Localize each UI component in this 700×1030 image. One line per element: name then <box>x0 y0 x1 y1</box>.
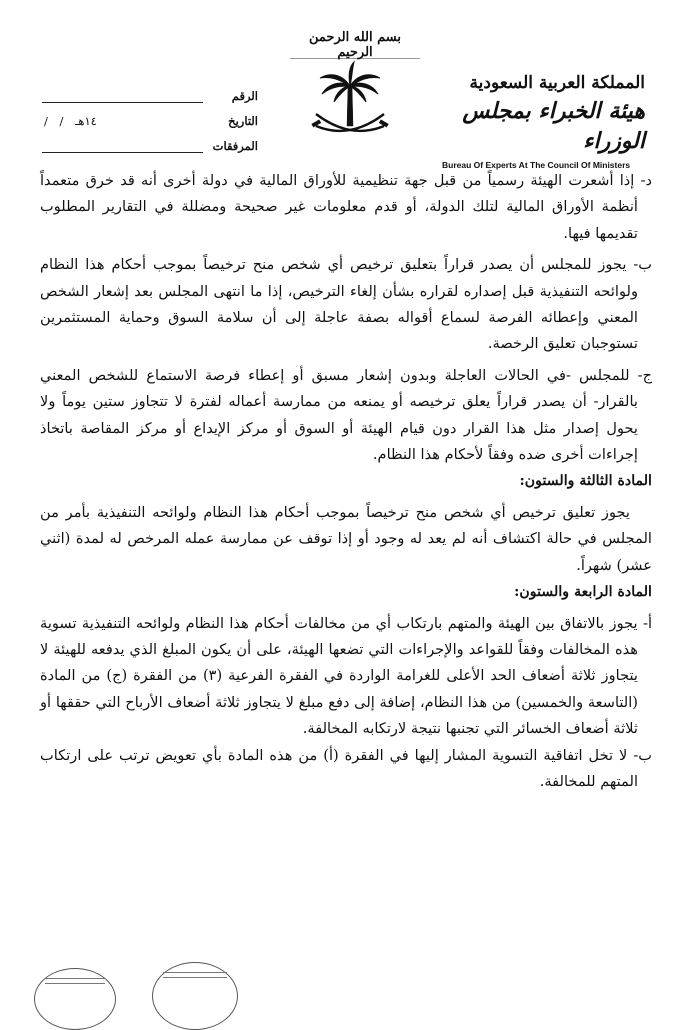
authority-name: هيئة الخبراء بمجلس الوزراء <box>462 98 645 154</box>
clause-b2 <box>40 743 652 796</box>
reference-number-line <box>42 89 203 103</box>
official-stamp-icon <box>34 968 116 1030</box>
document-body <box>40 168 652 795</box>
clause-b-label: ب- <box>633 256 652 274</box>
clause-c-label: ج- <box>637 366 652 384</box>
clause-b2-text: لا تخل اتفاقية التسوية المشار إليها في الفقرة (أ) من هذه المادة بأي تعويض ترتب على ارتكاب المتهم للمخالفة. <box>40 746 638 790</box>
organization-block <box>440 72 645 170</box>
clause-b2-label: ب- <box>633 746 652 764</box>
attachments-row <box>38 128 258 153</box>
reference-number-label: الرقم <box>231 89 258 103</box>
clause-d-text: إذا أشعرت الهيئة رسمياً من قبل جهة تنظيمية للأوراق المالية في دولة أخرى أنه قد خرق متعمداً أنظمة الأوراق المالية لتلك الدولة، أو قدم معلومات غير صحيحة ومضللة في التقارير المطلوب تقديمها فيها. <box>40 172 638 242</box>
basmala: بسم الله الرحمن الرحيم <box>290 30 420 59</box>
reference-fields <box>38 78 258 153</box>
reference-number-row <box>38 78 258 103</box>
clause-a-text: يجوز بالاتفاق بين الهيئة والمتهم بارتكاب أي من مخالفات أحكام هذا النظام ولوائحه التنفيذية تسوية هذه المخالفات وفقاً للقواعد والإجراءات التي تضعها الهيئة، على أن يكون المبلغ الذي يدفعه للهيئة لا يتجاوز ثلاثة أضعاف الحد الأعلى للغرامة الواردة في الفقرة الفرعية (٣) من الفقرة (ج) من المادة (التاسعة والخمسين) من هذا النظام، إضافة إلى دفع مبلغ لا يتجاوز ثلاثة أضعاف الأرباح التي حققها أو ثلاثة أضعاف الخسائر التي تجنبها نتيجة لارتكابه المخالفة. <box>40 614 638 738</box>
authority-name-english: Bureau Of Experts At The Council Of Ministers <box>442 160 631 170</box>
clause-c <box>40 363 652 469</box>
country-name: المملكة العربية السعودية <box>469 73 645 93</box>
date-label: التاريخ <box>228 114 258 128</box>
clause-d-label: د- <box>640 172 652 189</box>
clause-b <box>40 252 652 358</box>
attachments-line <box>42 139 203 153</box>
article-64-title: المادة الرابعة والستون: <box>514 584 652 601</box>
date-value: / / ١٤هـ <box>44 114 97 128</box>
clause-c-text: للمجلس -في الحالات العاجلة وبدون إشعار مسبق أو إعطاء فرصة الاستماع للشخص المعني بالقرار- أن يصدر قراراً يعلق ترخيصه أو يمنعه من ممارسة أعماله لفترة لا تتجاوز ستين يوماً ولا يحول إصدار مثل هذا القرار دون قيام الهيئة أو السوق أو مركز الإيداع أو مركز المقاصة باتخاذ إجراءات أخرى ضده وفقاً لأحكام هذا النظام. <box>40 366 638 464</box>
official-stamp-icon <box>152 962 238 1030</box>
clause-a-label: أ- <box>643 614 653 632</box>
palm-swords-emblem-icon <box>302 56 398 148</box>
article-63-text: يجوز تعليق ترخيص أي شخص منح ترخيصاً بموجب أحكام هذا النظام ولوائحه التنفيذية بأمر من المجلس في حالة اكتشاف أنه لم يعد له وجود أو إذا توقف عن ممارسة عمله المرخص له لمدة (اثني عشر) شهراً. <box>40 503 652 574</box>
clause-b-text: يجوز للمجلس أن يصدر قراراً بتعليق ترخيص أي شخص منح ترخيصاً بموجب أحكام هذا النظام ولوائحه التنفيذية قبل إصداره لقراره بشأن إلغاء الترخيص، إذا ما انتهى المجلس بعد إشعار الشخص المعني وإعطائه الفرصة لسماع أقواله بصفة عاجلة إلى أن سلامة السوق وحماية المستثمرين تستوجبان تعليق الرخصة. <box>40 256 638 353</box>
clause-a <box>40 611 652 743</box>
article-63-title: المادة الثالثة والستون: <box>519 473 652 490</box>
clause-d <box>40 168 652 247</box>
date-row <box>38 103 258 128</box>
attachments-label: المرفقات <box>212 139 258 153</box>
